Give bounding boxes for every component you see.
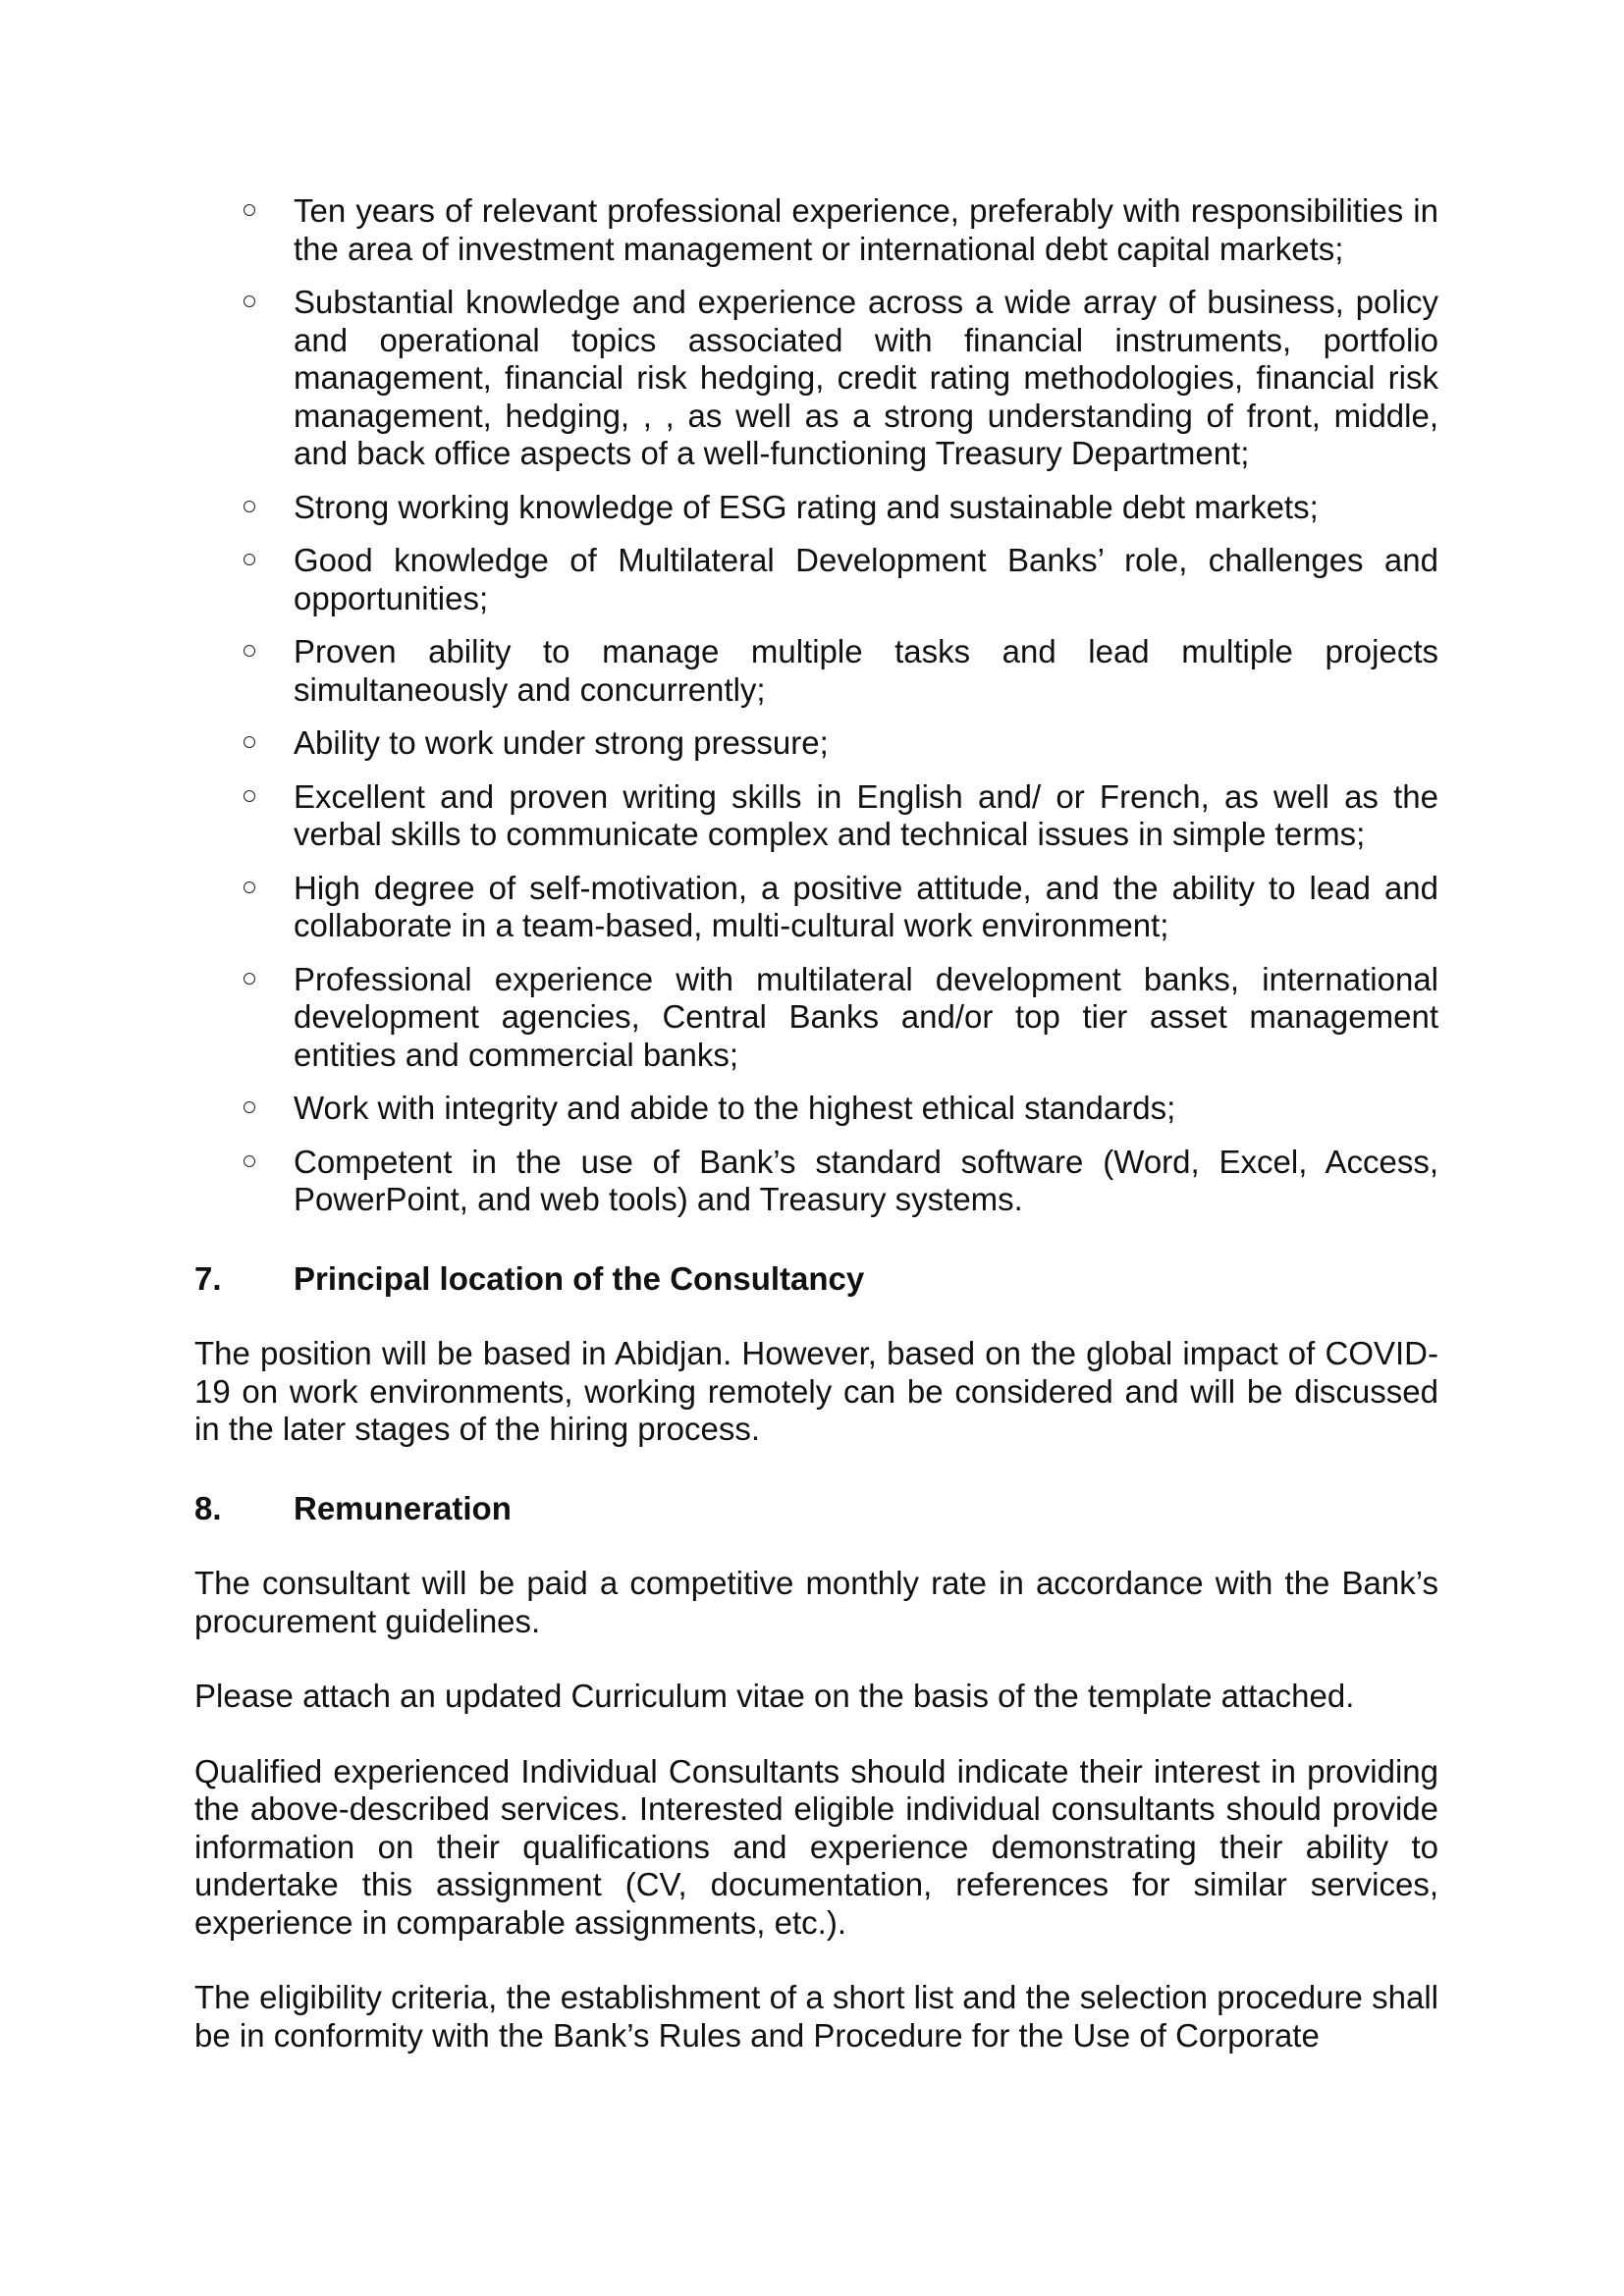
list-item-text: Strong working knowledge of ESG rating and sustainable debt markets; [294,488,1319,525]
circle-bullet-icon [244,1155,255,1167]
list-item [194,284,1438,473]
circle-bullet-icon [244,1101,255,1113]
circle-bullet-icon [244,973,255,985]
list-item-text: Competent in the use of Bank’s standard software (Word, Excel, Access, PowerPoint, and web tools) and Treasury systems. [294,1143,1438,1217]
list-item-text: Work with integrity and abide to the highest ethical standards; [294,1090,1176,1126]
circle-bullet-icon [244,295,255,307]
circle-bullet-icon [244,645,255,657]
eligibility-paragraph: The eligibility criteria, the establishment of a short list and the selection procedure shall be in conformity with the Bank’s Rules and Procedure for the Use of Corporate [194,1979,1438,2054]
circle-bullet-icon [244,501,255,512]
list-item [194,870,1438,945]
circle-bullet-icon [244,554,255,565]
qualifications-list [194,192,1438,1219]
list-item [194,1144,1438,1219]
section-number: 8. [194,1489,222,1526]
list-item [194,778,1438,854]
list-item [194,724,1438,763]
location-paragraph: The position will be based in Abidjan. However, based on the global impact of COVID-19 on work environments, working remotely can be considered and will be discussed in the later stages of the hiring process. [194,1335,1438,1447]
section-heading-remuneration [194,1490,1438,1528]
document-content [194,192,1438,2055]
list-item [194,633,1438,709]
list-item [194,489,1438,527]
list-item-text: Excellent and proven writing skills in English and/ or French, as well as the verbal skills to communicate complex and technical issues in simple terms; [294,777,1438,852]
cv-instruction-paragraph: Please attach an updated Curriculum vitae on the basis of the template attached. [194,1678,1355,1714]
list-item-text: Ability to work under strong pressure; [294,724,829,761]
list-item-text: Good knowledge of Multilateral Development Banks’ role, challenges and opportunities; [294,542,1438,616]
list-item [194,961,1438,1075]
circle-bullet-icon [244,790,255,802]
remuneration-paragraph: The consultant will be paid a competitive monthly rate in accordance with the Bank’s procurement guidelines. [194,1565,1438,1639]
circle-bullet-icon [244,736,255,748]
section-number: 7. [194,1259,222,1297]
circle-bullet-icon [244,204,255,216]
list-item-text: Ten years of relevant professional experience, preferably with responsibilities in the area of investment management or international debt capital markets; [294,192,1438,267]
section-title: Principal location of the Consultancy [294,1259,865,1297]
list-item [194,192,1438,268]
section-title: Remuneration [294,1489,512,1526]
list-item [194,1090,1438,1128]
list-item-text: High degree of self-motivation, a positive attitude, and the ability to lead and collaborate in a team-based, multi-cultural work environment; [294,869,1438,943]
interest-paragraph: Qualified experienced Individual Consultants should indicate their interest in providing the above-described services. Interested eligible individual consultants should provide information on their qualifications and experience demonstrating their ability to undertake this assignment (CV, documentation, references for similar services, experience in comparable assignments, etc.). [194,1752,1438,1941]
list-item-text: Proven ability to manage multiple tasks and lead multiple projects simultaneously and concurrently; [294,633,1438,708]
list-item-text: Substantial knowledge and experience across a wide array of business, policy and operational topics associated with financial instruments, portfolio management, financial risk hedging, credit rating methodologies, financial risk management, hedging, , , as well as a strong understanding of front, middle, and back office aspects of a well-functioning Treasury Department; [294,284,1438,471]
list-item [194,542,1438,617]
circle-bullet-icon [244,881,255,893]
list-item-text: Professional experience with multilateral development banks, international development agencies, Central Banks and/or top tier asset management entities and commercial banks; [294,960,1438,1073]
section-heading-location [194,1260,1438,1299]
